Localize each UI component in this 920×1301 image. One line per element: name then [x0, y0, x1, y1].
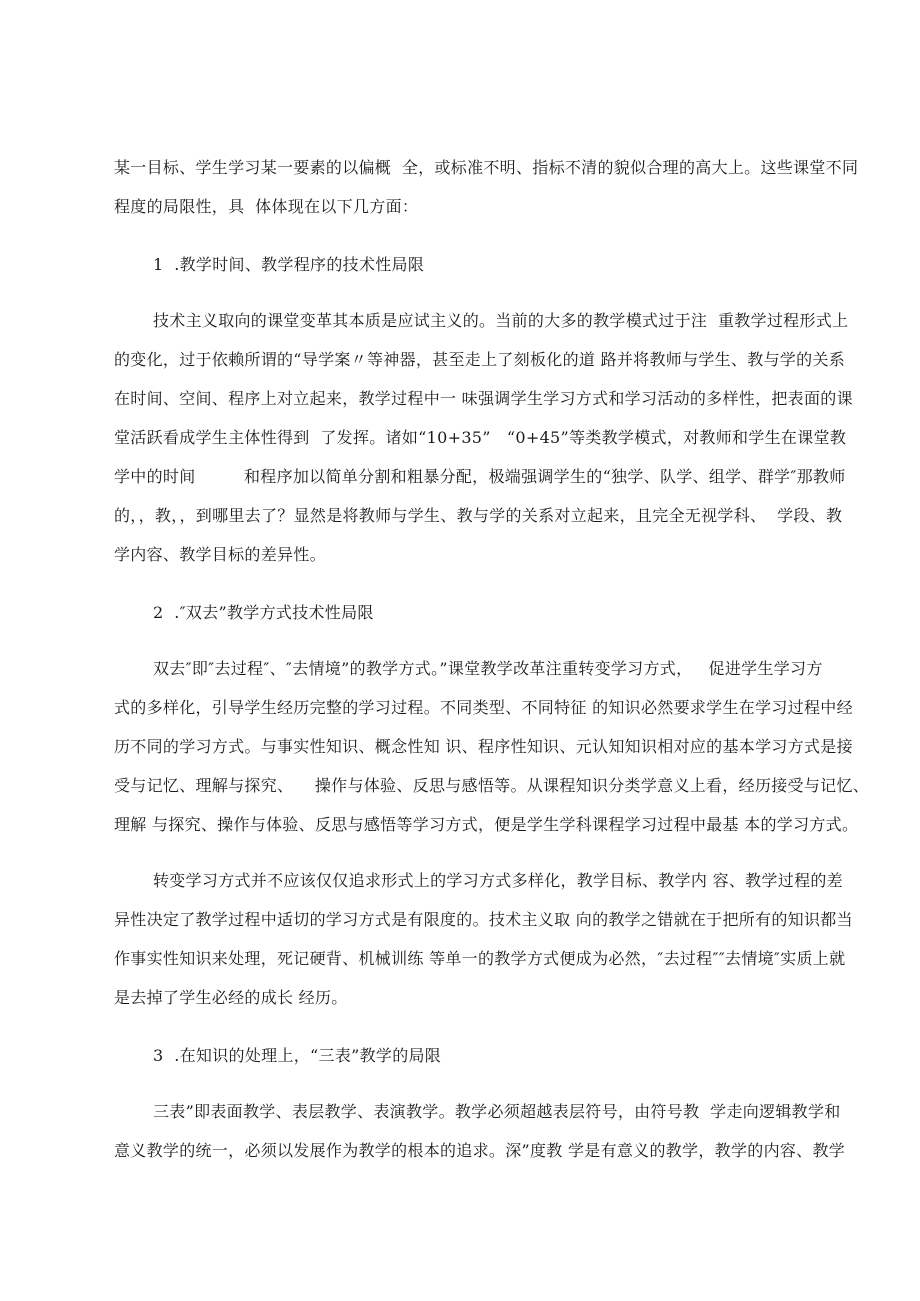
section-2-heading: 2 .″双去”教学方式技术性局限	[153, 603, 374, 622]
section-2-p1-line-5: 理解 与探究、操作与体验、反思与感悟等学习方式，便是学生学科课程学习过程中最基 本的学习方式。	[114, 815, 859, 834]
section-2-p2-line-2: 异性决定了教学过程中适切的学习方式是有限度的。技术主义取 向的教学之错就在于把所有的知识都当	[114, 910, 853, 929]
section-2-p2-line-1: 转变学习方式并不应该仅仅追求形式上的学习方式多样化，教学目标、教学内 容、教学过程的差	[153, 871, 843, 890]
section-1-line-7: 学内容、教学目标的差异性。	[114, 545, 326, 564]
section-2-p2-line-4: 是去掉了学生必经的成长 经历。	[114, 988, 348, 1007]
section-1-line-3: 在时间、空间、程序上对立起来，教学过程中一 味强调学生学习方式和学习活动的多样性，把表面的课	[114, 389, 853, 408]
intro-line-2: 程度的局限性，具 体体现在以下几方面：	[114, 197, 419, 216]
section-2-p1-line-3: 历不同的学习方式。与事实性知识、概念性知 识、程序性知识、元认知知识相对应的基本学习方式是接	[114, 737, 853, 756]
intro-line-1: 某一目标、学生学习某一要素的以偏概 全，或标准不明、指标不清的貌似合理的高大上。这些课堂不同	[114, 158, 859, 177]
section-1-line-6: 的，，教，，到哪里去了？显然是将教师与学生、教与学的关系对立起来，且完全无视学科、 学段、教	[114, 506, 843, 525]
section-2-p1-line-2: 式的多样化，引导学生经历完整的学习过程。不同类型、不同特征 的知识必然要求学生在学习过程中经	[114, 698, 853, 717]
section-3-line-2: 意义教学的统一，必须以发展作为教学的根本的追求。深”度教 学是有意义的教学，教学的内容、教学	[114, 1141, 846, 1160]
section-3-line-1: 三表”即表面教学、表层教学、表演教学。教学必须超越表层符号，由符号教 学走向逻辑教学和	[153, 1102, 841, 1121]
section-1-line-4: 堂活跃看成学生主体性得到 了发挥。诸如“10+35” “0+45”等类教学模式，对教师和学生在课堂教	[114, 428, 847, 447]
section-1-heading: 1 .教学时间、教学程序的技术性局限	[153, 255, 425, 274]
section-1-line-5: 学中的时间 和程序加以简单分割和粗暴分配，极端强调学生的“独学、队学、组学、群学″那教师	[114, 467, 846, 486]
section-2-p1-line-4: 受与记忆、理解与探究、 操作与体验、反思与感悟等。从课程知识分类学意义上看，经历接受与记忆、	[114, 776, 870, 795]
section-2-p1-line-1: 双去″即″去过程″、″去情境”的教学方式。”课堂教学改革注重转变学习方式， 促进学生学习方	[153, 659, 823, 678]
section-3-heading: 3 .在知识的处理上，“三表”教学的局限	[153, 1046, 442, 1065]
section-1-line-1: 技术主义取向的课堂变革其本质是应试主义的。当前的大多的教学模式过于注 重教学过程形式上	[153, 311, 849, 330]
section-2-p2-line-3: 作事实性知识来处理，死记硬背、机械训练 等单一的教学方式便成为必然，″去过程″″去情境″实质上就	[114, 949, 846, 968]
section-1-line-2: 的变化，过于依赖所谓的“导学案〃等神器，甚至走上了刻板化的道 路并将教师与学生、教与学的关系	[114, 350, 846, 369]
